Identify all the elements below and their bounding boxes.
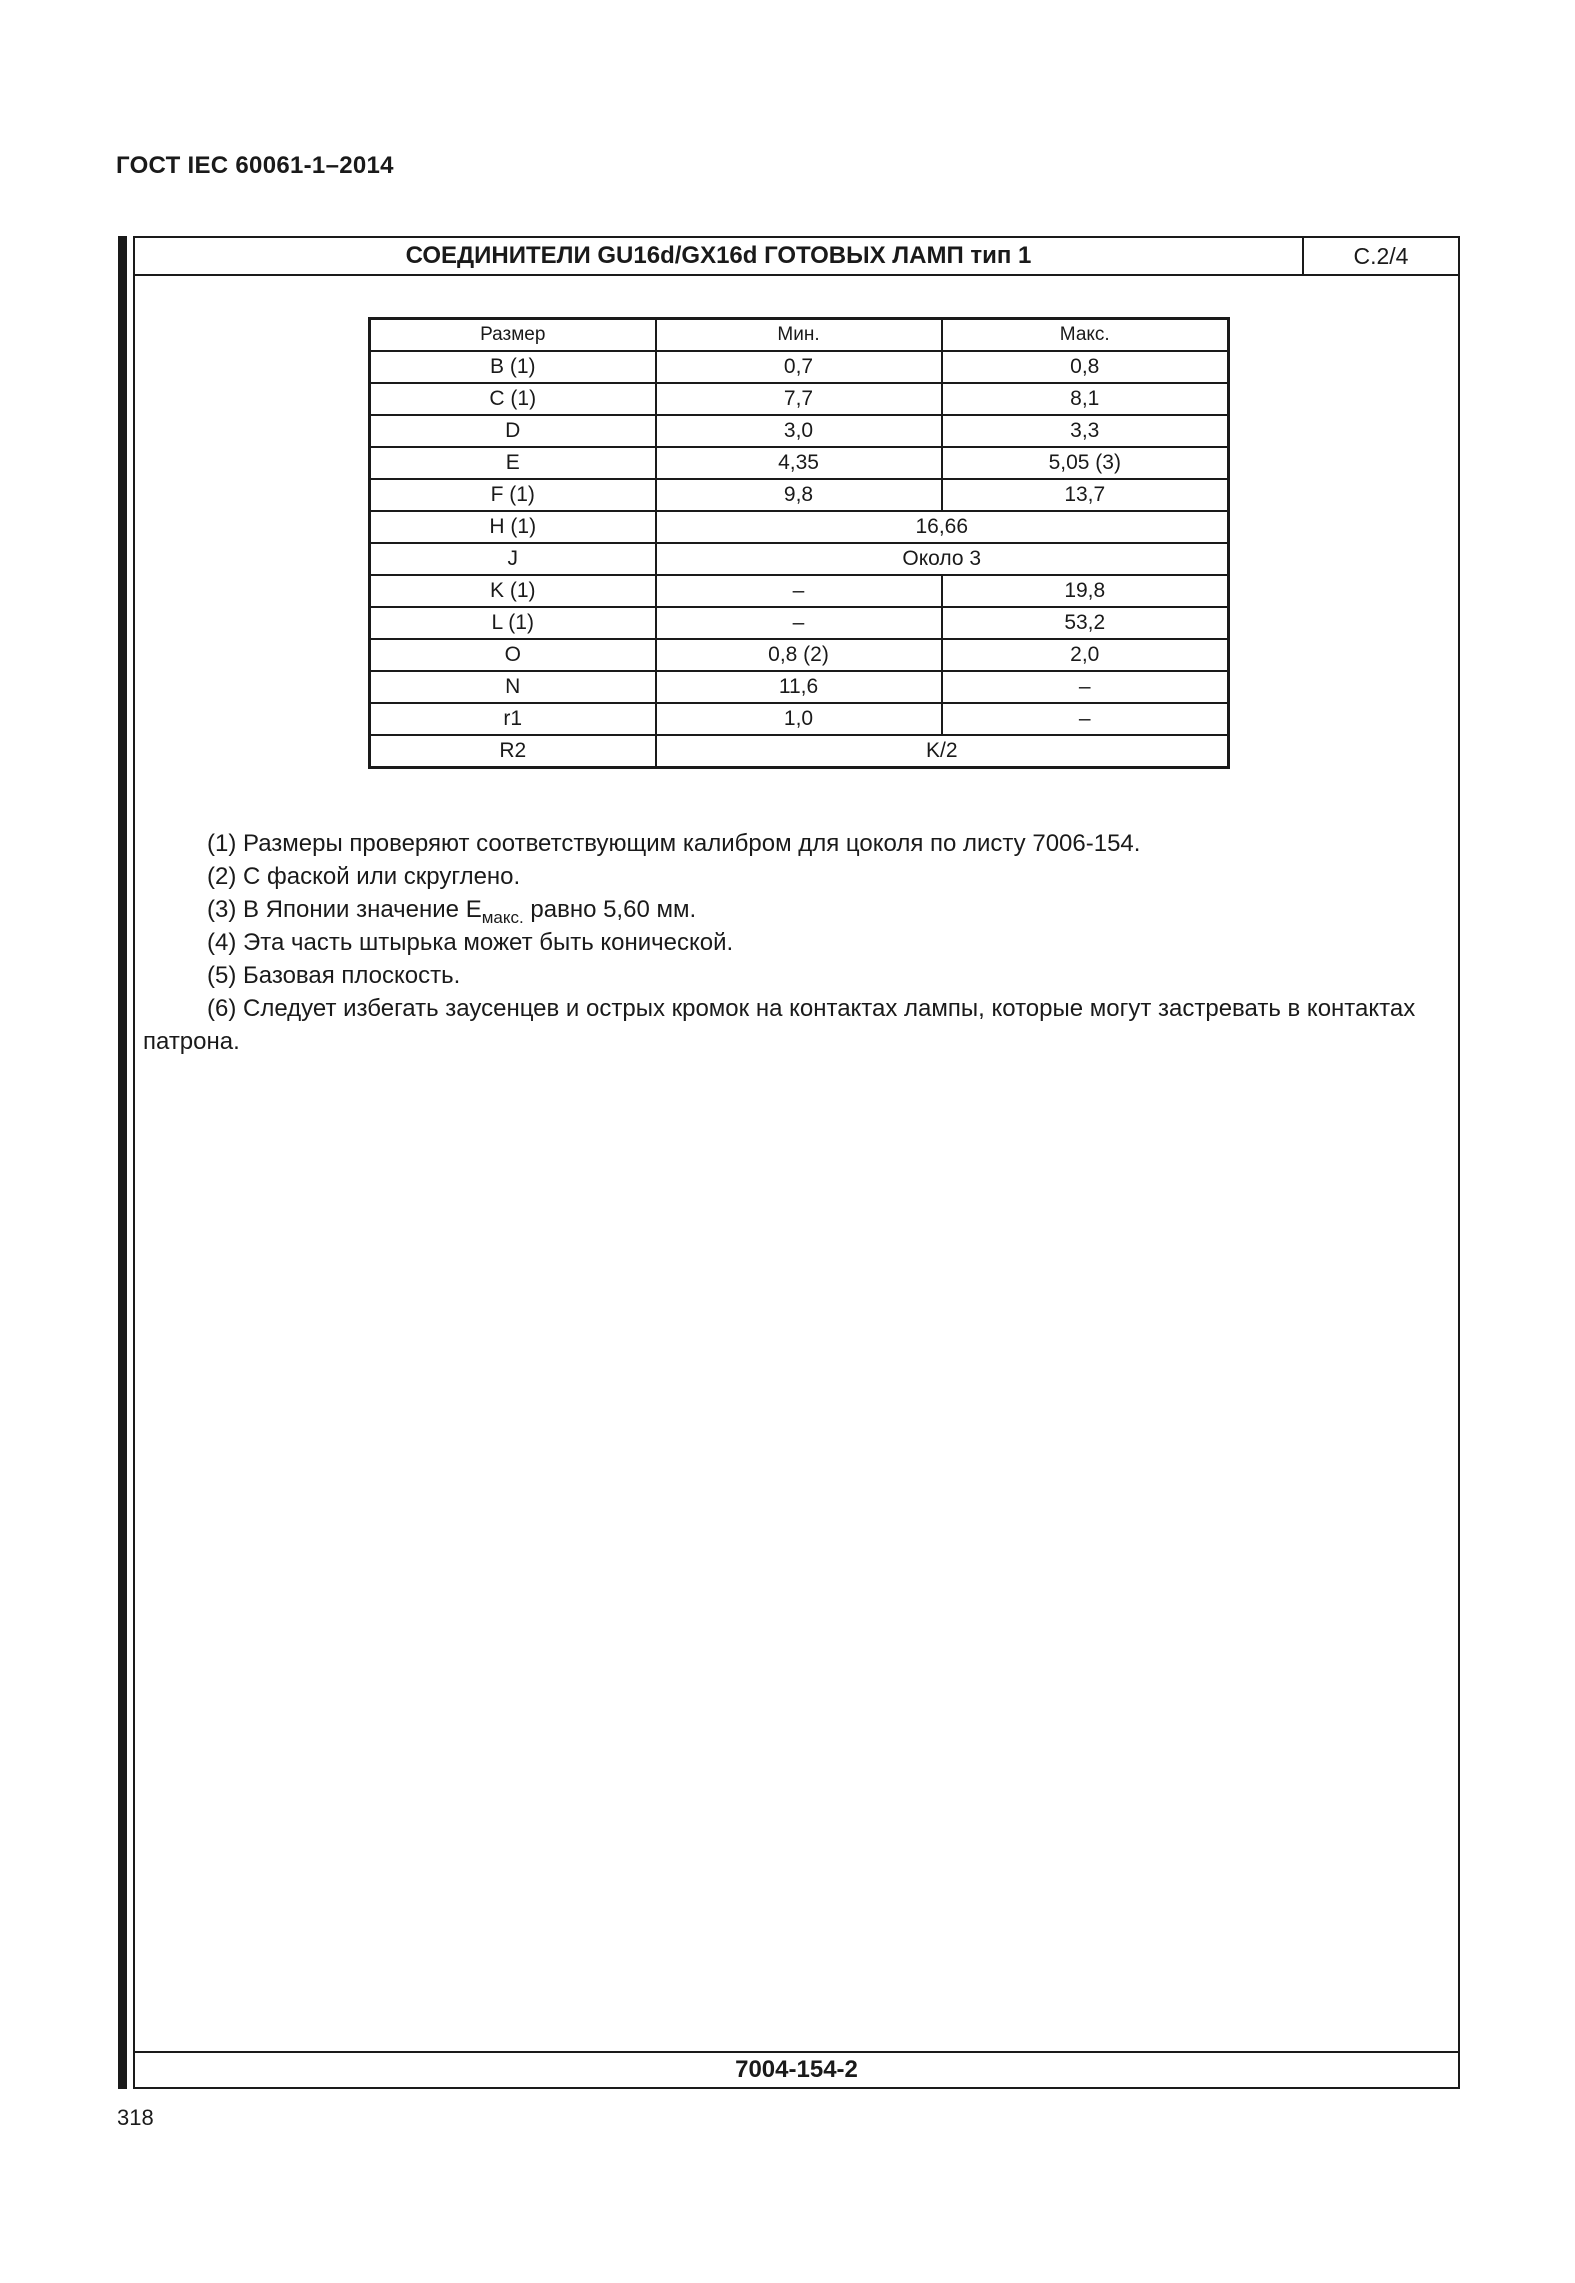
cell-max: – [942, 671, 1229, 703]
cell-min: 11,6 [656, 671, 942, 703]
page-number: 318 [117, 2105, 154, 2130]
cell-max: 0,8 [942, 351, 1229, 383]
cell-dim: J [370, 543, 656, 575]
cell-min: 0,7 [656, 351, 942, 383]
footnote-3 [143, 893, 1455, 926]
header-max: Макс. [942, 319, 1229, 352]
cell-min: 7,7 [656, 383, 942, 415]
cell-dim: r1 [370, 703, 656, 735]
footnote-6: (6) Следует избегать заусенцев и острых кромок на контактах лампы, которые могут застревать в контактах патрона. [143, 995, 1416, 1055]
table-row [370, 671, 1229, 703]
footnotes [143, 827, 1455, 1058]
cell-dim: C (1) [370, 383, 656, 415]
footnote-3-text: (3) В Японии значение E [207, 896, 482, 923]
cell-max: 53,2 [942, 607, 1229, 639]
cell-max: 19,8 [942, 575, 1229, 607]
sheet-code: 7004-154-2 [135, 2051, 1458, 2087]
cell-dim: B (1) [370, 351, 656, 383]
footnote-3-tail: равно 5,60 мм. [523, 896, 697, 923]
cell-max: 2,0 [942, 639, 1229, 671]
cell-dim: D [370, 415, 656, 447]
cell-value: K/2 [656, 735, 1229, 768]
table-row [370, 543, 1229, 575]
cell-max: 3,3 [942, 415, 1229, 447]
cell-max: 13,7 [942, 479, 1229, 511]
cell-max: 5,05 (3) [942, 447, 1229, 479]
cell-value: 16,66 [656, 511, 1229, 543]
table-header-row [370, 319, 1229, 352]
footnote-1: (1) Размеры проверяют соответствующим калибром для цоколя по листу 7006-154. [207, 830, 1141, 857]
sheet-frame [133, 236, 1460, 2089]
dimensions-table [368, 317, 1230, 769]
cell-dim: K (1) [370, 575, 656, 607]
cell-dim: L (1) [370, 607, 656, 639]
table-row [370, 479, 1229, 511]
margin-bar [118, 236, 127, 2089]
table-row [370, 607, 1229, 639]
cell-dim: O [370, 639, 656, 671]
header-size: Размер [370, 319, 656, 352]
cell-min: 3,0 [656, 415, 942, 447]
cell-max: 8,1 [942, 383, 1229, 415]
table-row [370, 575, 1229, 607]
table-row [370, 511, 1229, 543]
sheet-page-number: C.2/4 [1353, 243, 1409, 269]
table-row [370, 703, 1229, 735]
cell-dim: E [370, 447, 656, 479]
cell-min: – [656, 575, 942, 607]
cell-dim: H (1) [370, 511, 656, 543]
table-row [370, 415, 1229, 447]
cell-min: 1,0 [656, 703, 942, 735]
cell-max: – [942, 703, 1229, 735]
footnote-2: (2) С фаской или скруглено. [207, 863, 521, 890]
cell-min: 4,35 [656, 447, 942, 479]
cell-value: Около 3 [656, 543, 1229, 575]
table-row [370, 735, 1229, 768]
table-row [370, 447, 1229, 479]
table-row [370, 351, 1229, 383]
cell-dim: F (1) [370, 479, 656, 511]
cell-min: 0,8 (2) [656, 639, 942, 671]
footnote-4: (4) Эта часть штырька может быть конической. [207, 929, 734, 956]
sheet-title: СОЕДИНИТЕЛИ GU16d/GX16d ГОТОВЫХ ЛАМП тип 1 [405, 242, 1032, 269]
table-row [370, 383, 1229, 415]
document-header: ГОСТ IEC 60061-1–2014 [116, 152, 394, 179]
cell-dim: N [370, 671, 656, 703]
sheet-title-row [135, 238, 1458, 276]
cell-min: 9,8 [656, 479, 942, 511]
cell-dim: R2 [370, 735, 656, 768]
footnote-5: (5) Базовая плоскость. [207, 962, 461, 989]
footnote-3-subscript: макс. [481, 908, 524, 927]
table-row [370, 639, 1229, 671]
cell-min: – [656, 607, 942, 639]
header-min: Мин. [656, 319, 942, 352]
